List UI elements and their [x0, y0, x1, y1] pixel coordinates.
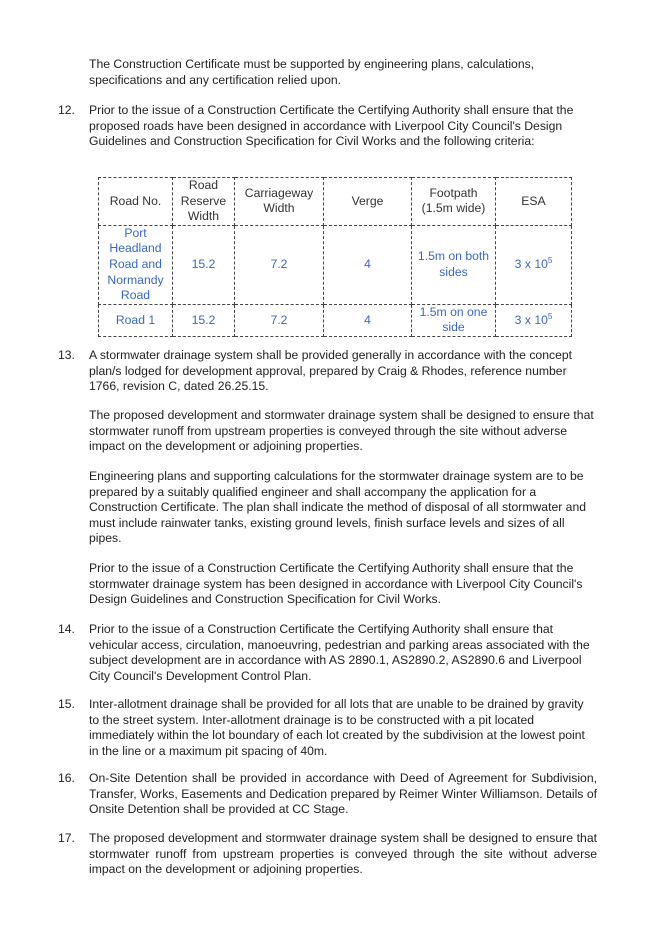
cell-footpath: 1.5m on one side [412, 304, 496, 336]
cell-esa [496, 225, 572, 304]
header-road-no: Road No. [99, 178, 173, 226]
table-row [99, 304, 572, 336]
item-13-paragraph-3: Engineering plans and supporting calculations for the stormwater drainage system are to be prepared by a suitably qualified engineer and shall accompany the application for a Construction Certificate. The plan shall indicate the method of disposal of all stormwater and must include rainwater tanks, existing ground levels, finish surface levels and sizes of all pipes. [89, 469, 587, 546]
table-header-row [99, 178, 572, 226]
cell-road: Road 1 [99, 304, 173, 336]
item-number-14: 14. [58, 622, 75, 636]
header-road-reserve-width: Road Reserve Width [173, 178, 235, 226]
esa-base: 3 x 10 [514, 256, 548, 271]
cell-verge: 4 [324, 225, 412, 304]
item-14-paragraph: Prior to the issue of a Construction Certificate the Certifying Authority shall ensure that vehicular access, circulation, manoeuvring, pedestrian and parking areas associated with the subject development are in accordance with AS 2890.1, AS2890.2, AS2890.6 and Liverpool City Council's Development Control Plan. [89, 622, 590, 683]
cell-carriageway: 7.2 [235, 225, 324, 304]
item-13-paragraph-4: Prior to the issue of a Construction Certificate the Certifying Authority shall ensure that the stormwater drainage system has been designed in accordance with Liverpool City Council's Design Guidelines and Construction Specification for Civil Works. [89, 561, 583, 607]
item-number-17: 17. [58, 831, 75, 845]
cell-carriageway: 7.2 [235, 304, 324, 336]
table-row [99, 225, 572, 304]
esa-base: 3 x 10 [514, 312, 548, 327]
header-footpath: Footpath (1.5m wide) [412, 178, 496, 226]
item-13-paragraph-1: A stormwater drainage system shall be provided generally in accordance with the concept plan/s lodged for development approval, prepared by Craig & Rhodes, reference number 1766, revision C, dated 26.25.15. [89, 348, 573, 394]
item-12-paragraph: Prior to the issue of a Construction Certificate the Certifying Authority shall ensure that the proposed roads have been designed in accordance with Liverpool City Council's Design Guidelines and Construction Specification for Civil Works and the following criteria: [89, 103, 574, 149]
esa-exponent: 5 [547, 255, 553, 265]
item-number-12: 12. [58, 103, 75, 117]
intro-paragraph: The Construction Certificate must be supported by engineering plans, calculations, specifications and any certification relied upon. [89, 57, 535, 87]
header-verge: Verge [324, 178, 412, 226]
header-esa: ESA [496, 178, 572, 226]
cell-verge: 4 [324, 304, 412, 336]
esa-exponent: 5 [547, 311, 553, 321]
header-carriageway-width: Carriageway Width [235, 178, 324, 226]
cell-reserve: 15.2 [173, 304, 235, 336]
cell-reserve: 15.2 [173, 225, 235, 304]
item-number-15: 15. [58, 697, 75, 711]
item-13-paragraph-2: The proposed development and stormwater drainage system shall be designed to ensure that stormwater runoff from upstream properties is conveyed through the site without adverse impact on the development or adjoining properties. [89, 408, 594, 454]
cell-footpath: 1.5m on both sides [412, 225, 496, 304]
item-number-16: 16. [58, 771, 75, 785]
item-number-13: 13. [58, 348, 75, 362]
item-15-paragraph: Inter-allotment drainage shall be provided for all lots that are unable to be drained by gravity to the street system. Inter-allotment drainage is to be constructed with a pit located immediately within the lot boundary of each lot created by the subdivision at the lowest point in the line or a maximum pit spacing of 40m. [89, 697, 585, 758]
item-17-paragraph: The proposed development and stormwater drainage system shall be designed to ensure that stormwater runoff from upstream properties is conveyed through the site without adverse impact on the development or adjoining properties. [89, 831, 597, 877]
cell-road: Port Headland Road and Normandy Road [99, 225, 173, 304]
road-criteria-table [98, 177, 572, 337]
item-16-paragraph: On-Site Detention shall be provided in accordance with Deed of Agreement for Subdivision, Transfer, Works, Easements and Dedication prepared by Reimer Winter Williamson. Details of Onsite Detention shall be provided at CC Stage. [89, 771, 597, 817]
cell-esa [496, 304, 572, 336]
